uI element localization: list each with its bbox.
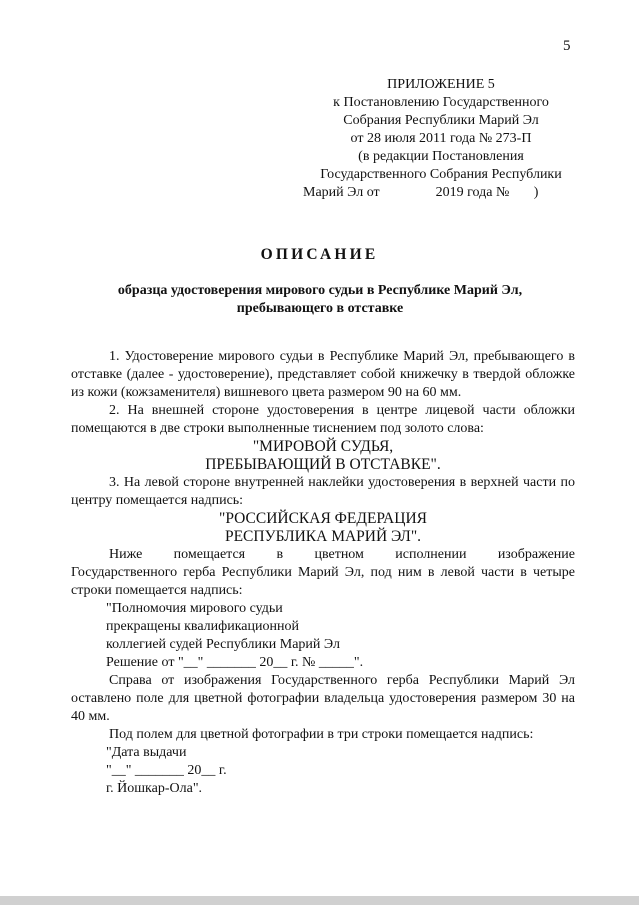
inscription-line: Решение от "__" _______ 20__ г. № _____". [106,655,364,670]
quote-line: ПРЕБЫВАЮЩИЙ В ОТСТАВКЕ". [205,456,441,473]
inner-inscription [71,510,575,546]
subtitle-line: образца удостоверения мирового судьи в Республике Марий Эл, [117,283,523,298]
appendix-line: к Постановлению Государственного [333,95,549,110]
appendix-line: (в редакции Постановления [358,149,524,164]
appendix-line-last: Марий Эл от 2019 года № ) [303,185,539,200]
inscription-line: г. Йошкар-Ола". [106,781,203,796]
paragraph-4-first-line: Ниже помещается в цветном исполнении изображение [109,547,575,562]
appendix-line: ПРИЛОЖЕНИЕ 5 [387,77,495,92]
scan-edge-bar [0,896,639,905]
inscription-line: "__" _______ 20__ г. [106,763,227,778]
cover-inscription [71,438,575,474]
inscription-line: "Дата выдачи [106,745,187,760]
page-number: 5 [563,38,571,54]
paragraph-6: Под полем для цветной фотографии в три строки помещается надпись: [109,727,534,742]
paragraph-2: 2. На внешней стороне удостоверения в центре лицевой части обложки помещаются в две строки выполненные тиснением под золото слова: [71,403,575,436]
paragraph-4: Государственного герба Республики Марий Эл, под ним в левой части в четыре строки помещается надпись: [71,565,575,598]
document-title: ОПИСАНИЕ [260,246,379,263]
subtitle-line: пребывающего в отставке [236,301,404,316]
document-subtitle [60,282,580,318]
inscription-line: прекращены квалификационной [106,619,299,634]
authority-inscription [71,600,575,672]
appendix-line: от 28 июля 2011 года № 273-П [350,131,532,146]
quote-line: РЕСПУБЛИКА МАРИЙ ЭЛ". [224,528,422,545]
appendix-line: Государственного Собрания Республики [320,167,562,182]
inscription-line: "Полномочия мирового судьи [106,601,283,616]
quote-line: "МИРОВОЙ СУДЬЯ, [252,438,394,455]
issue-date-inscription [71,744,575,798]
document-body [71,348,575,798]
paragraph-1: 1. Удостоверение мирового судьи в Республике Марий Эл, пребывающего в отставке (далее - удостоверение), представляет собой книжечку в твердой обложке из кожи (кожзаменителя) вишневого цвета размером 90 на 60 мм. [71,349,575,400]
appendix-line: Собрания Республики Марий Эл [343,113,539,128]
paragraph-5: Справа от изображения Государственного герба Республики Марий Эл оставлено поле для цветной фотографии владельца удостоверения размером 30 на 40 мм. [71,673,575,724]
appendix-header [296,76,586,202]
inscription-line: коллегией судей Республики Марий Эл [106,637,340,652]
quote-line: "РОССИЙСКАЯ ФЕДЕРАЦИЯ [219,510,427,527]
paragraph-3: 3. На левой стороне внутренней наклейки удостоверения в верхней части по центру помещается надпись: [71,475,575,508]
